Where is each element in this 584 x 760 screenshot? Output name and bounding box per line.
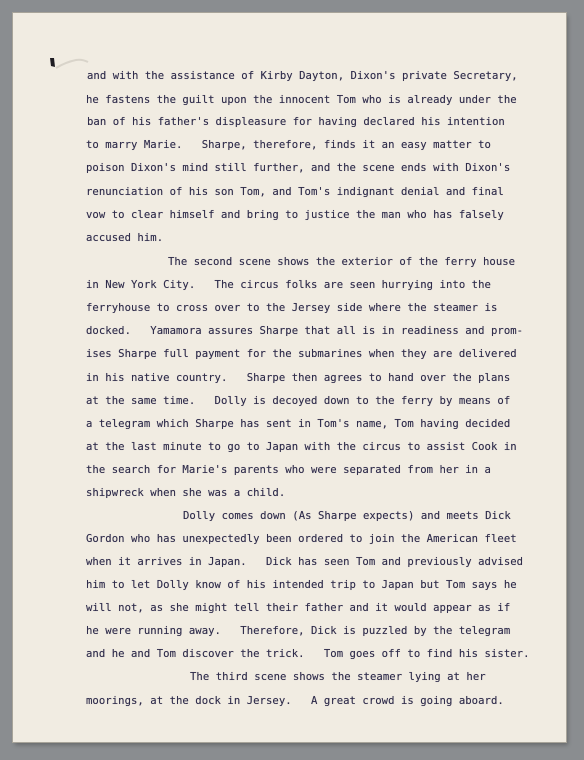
text-line: Gordon who has unexpectedly been ordered to join the American fleet [86, 533, 517, 545]
typewritten-page [13, 13, 566, 742]
text-line: renunciation of his son Tom, and Tom's indignant denial and final [86, 186, 504, 198]
text-line: the search for Marie's parents who were separated from her in a [86, 464, 491, 476]
text-line: Dolly comes down (As Sharpe expects) and meets Dick [183, 510, 511, 522]
typed-text-body [13, 13, 566, 742]
text-line: The third scene shows the steamer lying at her [190, 671, 486, 683]
text-line: and with the assistance of Kirby Dayton, Dixon's private Secretary, [87, 70, 518, 82]
text-line: ises Sharpe full payment for the submarines when they are delivered [86, 348, 517, 360]
text-line: when it arrives in Japan. Dick has seen Tom and previously advised [86, 556, 524, 568]
text-line: in his native country. Sharpe then agrees to hand over the plans [86, 372, 511, 384]
text-line: vow to clear himself and bring to justice the man who has falsely [86, 209, 504, 221]
text-line: will not, as she might tell their father and it would appear as if [86, 602, 511, 614]
text-line: The second scene shows the exterior of the ferry house [168, 256, 516, 268]
text-line: a telegram which Sharpe has sent in Tom's name, Tom having decided [86, 418, 511, 430]
text-line: him to let Dolly know of his intended trip to Japan but Tom says he [86, 579, 517, 591]
text-line: poison Dixon's mind still further, and the scene ends with Dixon's [86, 162, 511, 174]
text-line: he fastens the guilt upon the innocent Tom who is already under the [86, 94, 517, 106]
text-line: and he and Tom discover the trick. Tom goes off to find his sister. [86, 648, 530, 660]
text-line: accused him. [86, 232, 164, 244]
text-line: at the same time. Dolly is decoyed down to the ferry by means of [86, 395, 511, 407]
text-line: to marry Marie. Sharpe, therefore, finds it an easy matter to [86, 139, 491, 151]
text-line: in New York City. The circus folks are seen hurrying into the [86, 279, 491, 291]
text-line: shipwreck when she was a child. [86, 487, 286, 499]
text-line: docked. Yamamora assures Sharpe that all is in readiness and prom- [86, 325, 524, 337]
text-line: ban of his father's displeasure for having declared his intention [87, 116, 505, 128]
text-line: ferryhouse to cross over to the Jersey side where the steamer is [86, 302, 498, 314]
text-line: he were running away. Therefore, Dick is puzzled by the telegram [86, 625, 511, 637]
text-line: at the last minute to go to Japan with the circus to assist Cook in [86, 441, 517, 453]
text-line: moorings, at the dock in Jersey. A great crowd is going aboard. [86, 695, 504, 707]
